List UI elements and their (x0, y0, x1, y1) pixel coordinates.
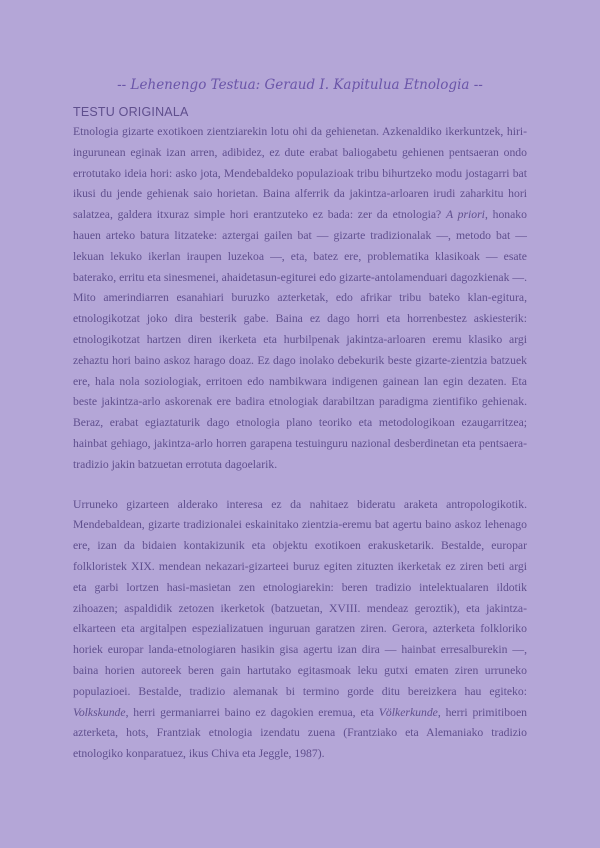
text-run: , herri germaniarrei baino ez dagokien eremua, eta (125, 705, 379, 719)
paragraph-2 (73, 495, 527, 765)
document-title: -- Lehenengo Testua: Geraud I. Kapitulua Etnologia -- (117, 77, 483, 93)
paragraph-1 (73, 122, 527, 476)
text-run: , honako hauen arteko batura litzateke: aztergai gailen bat — gizarte tradizionalak —, metodo bat — lekuan lekuko ikerlan iraupen luzekoa —, eta, batez ere, problematika klasikoak — esate baterako, erritu eta sinesmenei, ahaidetasun-egiturei edo gizarte-antolamenduari dagozkienak —. Mito amerindiarren esanahiari buruzko azterketak, edo afrikar tribu bateko klan-egitura, etnologikotzat joko dira besterik gabe. Baina ez dago horri eta horrenbestez askiesterik: etnologikotzat hartzen diren ikerketa eta hurbilpenak jakintza-arloaren eremu klasiko argi zehaztu hori baino askoz harago doaz. Ez dago inolako debekurik beste gizarte-zientzia batzuek ere, hala nola soziologiak, erritoen edo nambikwara indigenen gainean lan egin dezaten. Eta beste jakintza-arlo askorenak ere badira etnologiak darabiltzan paradigma zientifiko gehienak. Beraz, erabat egiaztaturik dago etnologia plano teoriko eta metodologikoan ezaugarritzea; hainbat gehiago, jakintza-arlo horren garapena testuinguru nazional desberdinetan eta pentsaera-tradizio jakin batzuetan errotuta dagoelarik. (73, 208, 527, 471)
italic-term: Völkerkunde (378, 705, 438, 719)
text-run: , herri primitiboen azterketa, hots, Frantziak etnologia izendatu zuena (Frantziako eta Alemaniako tradizio etnologiko konparatuez, ikus Chiva eta Jeggle, 1987). (73, 705, 527, 761)
italic-term: Volkskunde (73, 705, 126, 719)
text-run: Urruneko gizarteen alderako interesa ez da nahitaez bideratu araketa antropologikotik. Mendebaldean, gizarte tradizionalei eskainitako zientzia-eremu bat agertu baino askoz lehenago ere, izan da bidaien kontakizunik eta objektu exotikoen erakusketarik. Bestalde, europar folkloristek XIX. mendean nekazari-gizarteei buruz egiten zituzten ikerketak ez ziren beti argi eta garbi lortzen hasi-masietan zen etnologiarekin: beren tradizio intelektualaren ildotik zihoazen; aspaldidik zetozen ikerketok (batzuetan, XVIII. mendeaz geroztik), eta jakintza-elkarteen eta argitalpen espezializatuen inguruan garatzen ziren. Gerora, azterketa folkloriko horiek europar landa-etnologiaren hasikin gisa agertu izan dira — hainbat erresalburekin —, baina horien autoreek beren gain hartutako egitasmoak leku gutxi ematen ziren urruneko populazioei. Bestalde, tradizio alemanak bi termino gorde ditu bereizkera hau egiteko: (73, 497, 527, 698)
italic-term: A priori (445, 208, 485, 222)
text-run: Etnologia gizarte exotikoen zientziarekin lotu ohi da gehienetan. Azkenaldiko ikerkuntzek, hiri-ingurunean eginak izan arren, adibidez, ez dute erabat baliogabetu gehienen pentsaeran ondo errotutako ideia hori: asko jota, Mendebaldeko populazioak tribu bihurtzeko modu jostagarri bat ikusi du jende gehienak saio horietan. Baina alferrik da jakintza-arloaren irudi zaharkitu hori salatzea, galdera itxuraz simple hori erantzuteko ez bada: zer da etnologia? (73, 125, 527, 222)
section-label: TESTU ORIGINALA (73, 105, 189, 119)
